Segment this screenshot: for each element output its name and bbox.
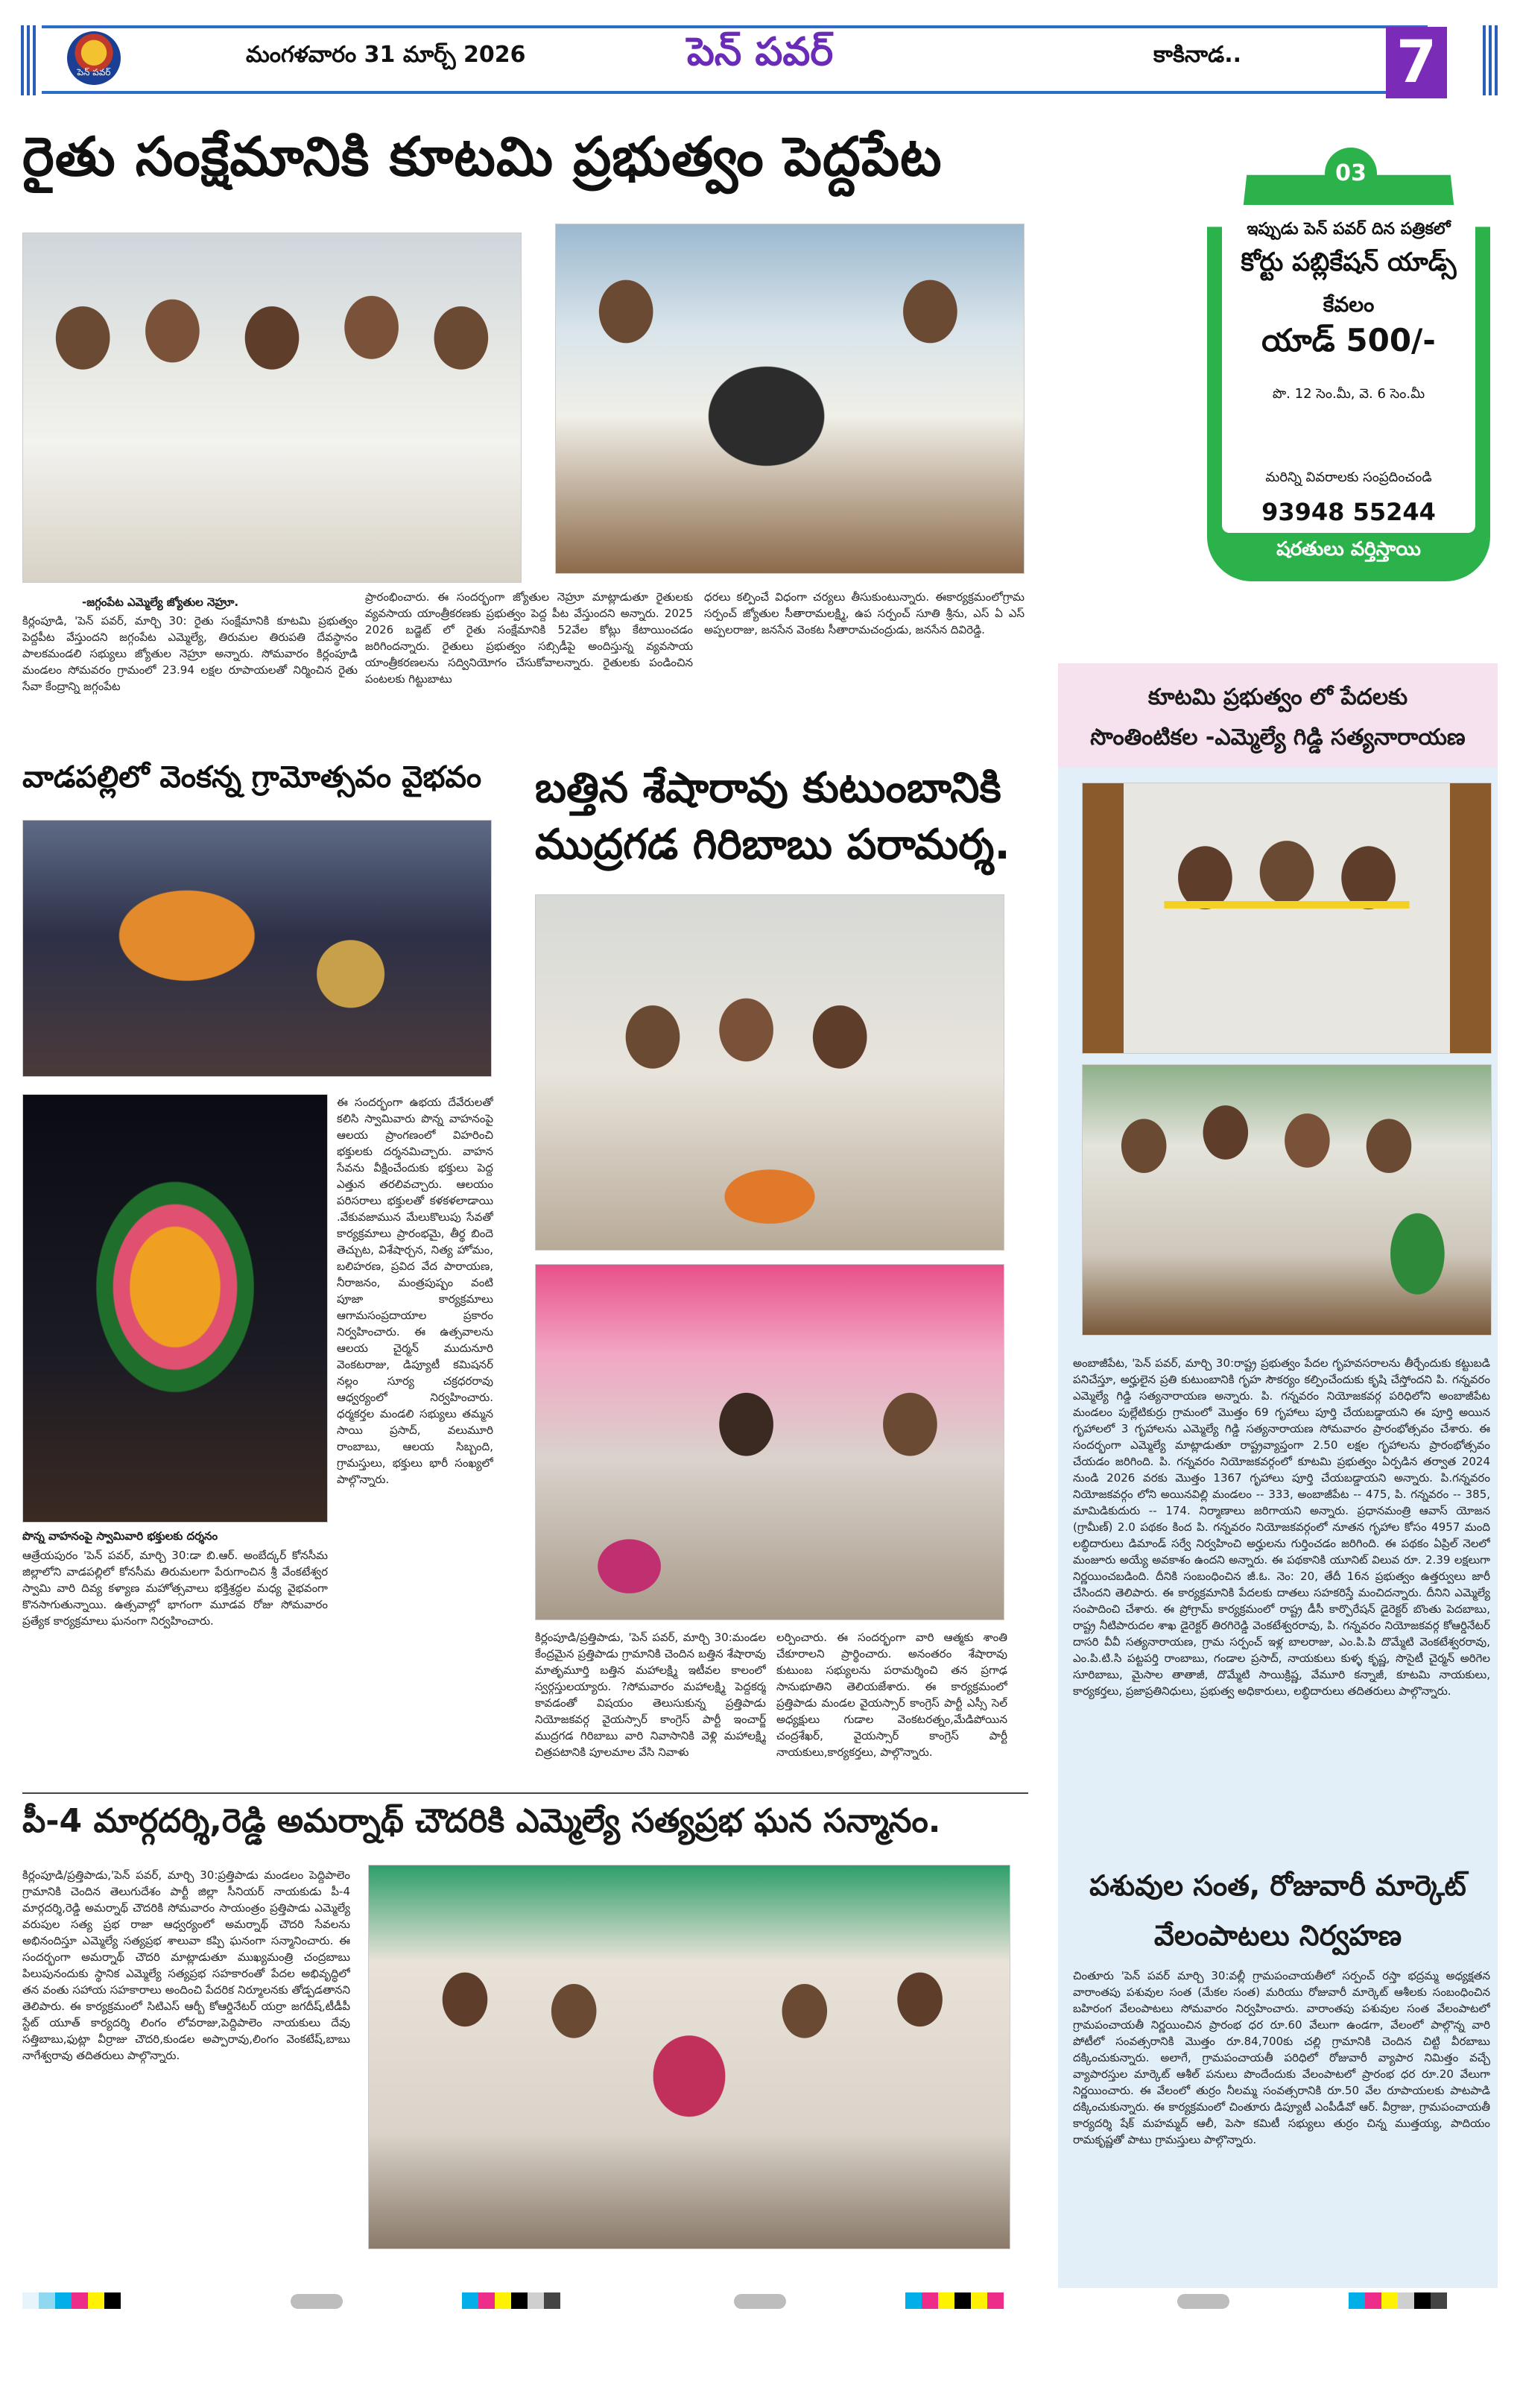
story3-photo-tribute bbox=[535, 1264, 1004, 1620]
registration-pill-1 bbox=[291, 2294, 343, 2309]
story4-headline-line1: కూటమి ప్రభుత్వం లో పేదలకు bbox=[1147, 684, 1408, 710]
ad-size: పొ. 12 సెం.మీ, వె. 6 సెం.మీ bbox=[1272, 386, 1425, 402]
story1-photo-inauguration bbox=[22, 233, 522, 583]
ad-number-badge: 03 bbox=[1325, 148, 1377, 200]
page-number: 7 bbox=[1386, 27, 1447, 98]
color-registration-bar-3 bbox=[905, 2292, 1004, 2309]
story5-headline-line2: వేలంపాటలు నిర్వహణ bbox=[1153, 1919, 1402, 1952]
story4-photo-beneficiaries bbox=[1082, 1064, 1492, 1336]
story6-photo-felicitation bbox=[368, 1865, 1010, 2249]
story3-headline-line2: ముద్రగడ గిరిబాబు పరామర్శ. bbox=[535, 821, 1010, 869]
ad-phone: 93948 55244 bbox=[1261, 498, 1436, 526]
story4-headline-line2: సొంతింటికల -ఎమ్మెల్యే గిడ్డి సత్యనారాయణ bbox=[1090, 724, 1466, 750]
registration-pill-2 bbox=[734, 2294, 786, 2309]
edition-city: కాకినాడ.. bbox=[1153, 42, 1242, 68]
story6-body: కిర్లంపూడి/ప్రత్తిపాడు,'పెన్ పవర్, మార్చి 30:ప్రత్తిపాడు మండలం పెద్దిపాలెం గ్రామానికి చెందిన తెలుగుదేశం పార్టీ జిల్లా సీనియర్ నాయకుడు పీ-4 మార్గదర్శి,రెడ్డి అమర్నాథ్ చౌదరికి సోమవారం సాయంత్రం ప్రత్తిపాడు ఎమ్మెల్యే వరుపుల సత్య ప్రభ రాజా ఆధ్వర్యంలో అమర్నాథ్ చౌదరి సేవలను అభినందిస్తూ ఎమ్మెల్యే సత్యప్రభ శాలువా కప్పి ఘనంగా సన్మానించారు. ఈ సందర్భంగా అమర్నాథ్ చౌదరి మాట్లాడుతూ ముఖ్యమంత్రి చంద్రబాబు పిలుపునందుకు స్థానిక ఎమ్మెల్యే సత్యప్రభ సహకారంతో పేదల అభివృద్ధిలో తన వంతు సహాయ సహకారాలు అందించి పేదరిక నిర్మూలనకు తోడ్పడతానని తెలిపారు. ఈ కార్యక్రమంలో సిటిఎస్ ఆర్బీ కోఆర్డినేటర్ యర్రా జగదీష్,టీడీపీ స్టేట్ యూత్ కార్యదర్శి లింగం లోవరాజు,పెద్దిపాలెం నాయకులు దేవు సత్తిబాబు,ఫుట్లా వీర్రాజు చౌదరి,కుండల అప్పారావు,లింగం వెంకటేష్,బాబు నాగేశ్వరావు తదితరులు పాల్గొన్నారు. bbox=[22, 1868, 350, 2062]
color-registration-bar-1 bbox=[22, 2292, 121, 2309]
story3-body-col1: కిర్లంపూడి/ప్రత్తిపాడు, 'పెన్ పవర్, మార్చి 30:మండల కేంద్రమైన ప్రత్తిపాడు గ్రామానికి చెందిన బత్తిన శేషారావు మాతృమూర్తి బత్తిన మహాలక్ష్మి ఇటీవల కాలంలో స్వర్గస్తులయ్యారు. ?సోమవారం మహాలక్ష్మి పెద్దకర్మ కావడంతో విషయం తెలుసుకున్న ప్రత్తిపాడు నియోజకవర్గ వైయస్సార్ కాంగ్రెస్ పార్టీ ఇంచార్జ్ ముద్రగడ గిరిబాబు వారి నివాసానికి వెళ్లి మహాలక్ష్మి చిత్రపటానికి పూలమాల వేసి నివాళు bbox=[535, 1631, 766, 1759]
story2-body-main: ఆత్రేయపురం 'పెన్ పవర్, మార్చి 30:డా బి.ఆర్. అంబేద్కర్ కోనసీమ జిల్లాలోని వాడపల్లిలో కోనసీమ తిరుమలగా పేరుగాంచిన శ్రీ వేంకటేశ్వర స్వామి వారి దివ్య కళ్యాణ మహోత్సవాలు భక్తిశ్రద్ధల మధ్య వైభవంగా కొనసాగుతున్నాయి. ఉత్సవాల్లో భాగంగా మూడవ రోజు సోమవారం ప్రత్యేక కార్యక్రమాలు ఘనంగా నిర్వహించారు. bbox=[22, 1549, 328, 1628]
header-top-rule bbox=[42, 25, 1428, 28]
registration-stripes-right bbox=[1483, 25, 1499, 95]
color-registration-bar-2 bbox=[462, 2292, 560, 2309]
ad-price: యాడ్ 500/- bbox=[1261, 322, 1436, 358]
ad-line1: ఇప్పుడు పెన్ పవర్ దిన పత్రికలో bbox=[1247, 220, 1451, 238]
story2-body-side: ఈ సందర్భంగా ఉభయ దేవేరులతో కలిసి స్వామివారు పొన్న వాహనంపై ఆలయ ప్రాంగణంలో విహరించి భక్తులకు దర్శనమిచ్చారు. వాహన సేవను వీక్షించేందుకు భక్తులు పెద్ద ఎత్తున తరలివచ్చారు. ఆలయం పరిసరాలు భక్తులతో కళకళలాడాయి .వేకువజామున మేలుకొలుపు సేవతో కార్యక్రమాలు ప్రారంభమై, తీర్థ బిందె తెచ్చుట, విశేషార్చన, నిత్య హోమం, బలిహరణ, ప్రవిద వేద పారాయణ, నీరాజనం, మంత్రపుష్పం వంటి పూజా కార్యక్రమాలు ఆగామసంప్రదాయాల ప్రకారం నిర్వహించారు. ఈ ఉత్సవాలను ఆలయ చైర్మన్ ముదునూరి వెంకటరాజు, డిప్యూటీ కమిషనర్ నల్లం సూర్య చక్రధరరావు ఆధ్వర్యంలో నిర్వహించారు. ధర్మకర్తల మండలి సభ్యులు తమ్మన సాయి ప్రసాద్, వలుమూరి రాంబాబు, ఆలయ సిబ్బంది, గ్రామస్తులు, భక్తులు భారీ సంఖ్యలో పాల్గొన్నారు. bbox=[337, 1096, 493, 1486]
story1-body-col2: ప్రారంభించారు. ఈ సందర్భంగా జ్యోతుల నెహ్రూ మాట్లాడుతూ రైతులకు వ్యవసాయ యాంత్రీకరణకు ప్రభుత్వం పెద్ద పీట వేస్తుందని అన్నారు. 2025 2026 బడ్జెట్ లో రైతు సంక్షేమానికి 52వేల కోట్లు కేటాయించడం జరిగిందన్నారు. రైతులు ప్రభుత్వం సబ్సిడీపై అందిస్తున్న వ్యవసాయ యాంత్రీకరణలను సద్వినియోగం చేసుకోవాలన్నారు. రైతులకు పండించిన పంటలకు గిట్టుబాటు bbox=[365, 590, 693, 686]
story2-photo-procession bbox=[22, 820, 492, 1077]
ad-terms: షరతులు వర్తిస్తాయి bbox=[1276, 538, 1421, 560]
section-divider bbox=[22, 1792, 1028, 1794]
story6-headline: పీ-4 మార్గదర్శి,రెడ్డి అమర్నాథ్ చౌదరికి ఎమ్మెల్యే సత్యప్రభ ఘన సన్మానం. bbox=[22, 1802, 941, 1840]
ad-contact-note: మరిన్ని వివరాలకు సంప్రదించండి bbox=[1265, 470, 1432, 485]
story2-headline: వాడపల్లిలో వెంకన్న గ్రామోత్సవం వైభవం bbox=[22, 760, 482, 794]
story1-caption: -జగ్గంపేట ఎమ్మెల్యే జ్యోతుల నెహ్రూ. bbox=[82, 595, 239, 609]
story5-headline-line1: పశువుల సంత, రోజువారీ మార్కెట్ bbox=[1089, 1869, 1466, 1902]
story4-photo-ribbon-cutting bbox=[1082, 783, 1492, 1054]
story3-photo-meeting bbox=[535, 894, 1004, 1251]
story5-body: చింతూరు 'పెన్ పవర్ మార్చి 30:వల్లీ గ్రామపంచాయతీలో సర్పంచ్ రస్తా భద్రమ్మ అధ్యక్షతన వారాంతపు పశువుల సంత (మేకల సంత) మరియు రోజువారీ మార్కెట్ ఆశీలకు సంబంధించిన బహిరంగ వేలంపాటలు సోమవారం నిర్వహించారు. వారాంతపు పశువుల సంత వేలంపాటలో గ్రామపంచాయతీ నిర్ణయించిన ప్రారంభ ధర రూ.60 వేలుగా ఉండగా, వేలంలో పాల్గొన్న వారి పోటీలో సంవత్సరానికి మొత్తం రూ.84,700కు చల్లి గ్రామానికి చెందిన చిట్టి వీరబాబు దక్కించుకున్నారు. అలాగే, గ్రామపంచాయతీ పరిధిలో రోజువారీ వ్యాపార నిమిత్తం వచ్చే వ్యాపారస్తుల మార్కెట్ ఆశీల్ పనులు పొందేందుకు వేలంపాటలో ప్రారంభ ధర రూ.20 వేలుగా నిర్ణయించారు. ఈ వేలంలో తుర్రం నీలమ్మ సంవత్సరానికి రూ.50 వేల రూపాయలకు పాటపాడి దక్కించుకున్నారు. ఈ కార్యక్రమంలో చింతూరు డిప్యూటీ ఎంపీడీవో ఆర్. వీర్రాజు, గ్రామపంచాయతీ కార్యదర్శి షేక్ మహమ్మద్ ఆలీ, పెసా కమిటీ సభ్యులు తుర్రం చిన్న ముత్తయ్య, పాదియం రామకృష్ణతో పాటు గ్రామస్తులు పాల్గొన్నారు. bbox=[1073, 1969, 1490, 2146]
story1-headline: రైతు సంక్షేమానికి కూటమి ప్రభుత్వం పెద్దపేట bbox=[22, 125, 943, 188]
story3-body-col2: లర్పించారు. ఈ సందర్భంగా వారి ఆత్మకు శాంతి చేకూరాలని ప్రార్థించారు. అనంతరం శేషారావు కుటుంబ సభ్యులను పరామర్శించి తన ప్రగాఢ సానుభూతిని తెలియజేశారు. ఈ కార్యక్రమంలో ప్రత్తిపాడు మండల వైయస్సార్ కాంగ్రెస్ పార్టీ ఎస్సీ సెల్ అధ్యక్షులు గుడాల వెంకటరత్నం,మేడిపోయిన చంద్రశేఖర్, వైయస్సార్ కాంగ్రెస్ పార్టీ నాయకులు,కార్యకర్తలు, పాల్గొన్నారు. bbox=[776, 1631, 1007, 1759]
story1-body-col3: ధరలు కల్పించే విధంగా చర్యలు తీసుకుంటున్నారు. ఈకార్యక్రమంలోగ్రామ సర్పంచ్ జ్యోతుల సీతారామలక్ష్మి, ఉప సర్పంచ్ సూతి శ్రీను, ఎస్ ఏ ఎస్ అప్పలరాజు, జనసేన వెంకట సీతారామచంద్రుడు, జనసేన దివిరెడ్డి. bbox=[704, 590, 1025, 636]
story4-body: అంబాజీపేట, 'పెన్ పవర్, మార్చి 30:రాష్ట్ర ప్రభుత్వం పేదల గృహవసరాలను తీర్చేందుకు కట్టుబడి పనిచేస్తూ, అర్హులైన ప్రతి కుటుంబానికి గృహ సౌకర్యం కల్పించేందుకు కృషి చేస్తోందని పి. గన్నవరం ఎమ్మెల్యే గిడ్డి సత్యనారాయణ అన్నారు. పి. గన్నవరం నియోజకవర్గ పరిధిలోని అంబాజీపేట మండలం పుల్లేటికుర్రు గ్రామంలో మొత్తం 69 గృహాలు పూర్తి చేయబడ్డాయని ఈ పూర్తి అయిన గృహాలలో 3 గృహాలను ఎమ్మెల్యే గిడ్డి సత్యనారాయణ సోమవారం ప్రారంభోత్సవం చేశారు. ఈ సందర్భంగా ఎమ్మెల్యే మాట్లాడుతూ రాష్ట్రవ్యాప్తంగా 2.50 లక్షల గృహాలను ప్రారంభోత్సవం చేయడం జరిగింది. పి. గన్నవరం నియోజకవర్గంలో కూటమి ప్రభుత్వం ఏర్పడిన తర్వాత 2024 నుండి 2026 వరకు మొత్తం 1367 గృహాలు పూర్తి చేయబడ్డాయని అన్నారు. పి.గన్నవరం నియోజకవర్గం లోని అయినవిల్లి మండలం -- 333, అంబాజీపేట -- 475, పి. గన్నవరం -- 385, మామిడికుదురు -- 174. నిర్మాణాలు జరిగాయని అన్నారు. ప్రధానమంత్రి ఆవాస్ యోజన (గ్రామీణ్) 2.0 పథకం కింద పి. గన్నవరం నియోజకవర్గంలో నూతన గృహాల కోసం 4957 మంది లబ్ధిదారులు డిమాండ్ సర్వే నిర్వహించి అర్హులను గుర్తించడం జరిగింది. ఈ పథకం ఏప్రిల్ నెలలో మంజూరు అయ్యే అవకాశం ఉందని అన్నారు. ఈ పథకానికి యూనిట్ విలువ రూ. 2.39 లక్షలుగా నిర్ణయించబడింది. దీనికి సంబంధించిన జీ.ఓ. నెం: 20, తేదీ 16న ప్రభుత్వం ఉత్తర్వులు జారీ చేసిందని తెలిపారు. ఈ కార్యక్రమానికి పేదలకు దాతలు సహకరిస్తే మంచిదన్నారు. దీనిని ఎమ్మెల్యే సంపాదించి చేశారు. ఈ ప్రోగ్రామ్ కార్యక్రమంలో రాష్ట్ర డీసీ కార్పొరేషన్ డైరెక్టర్ బొంతు పెదబాబు, రాష్ట్ర నీటిపారుదల శాఖ డైరెక్టర్ తిరగిరెడ్డి వెంకటేశ్వరరావు, పి. గన్నవరం నియోజకవర్గ కోఆర్డినేటర్ దాసరి వీవీ సత్యనారాయణ, గ్రామ సర్పంచ్ ఇళ్ల బాలరాజు, ఎం.పి.పి దొమ్మేటి వెంకటేశ్వరరావు, ఎం.పి.టి.సి పట్టపర్తి రాంబాబు, గండాల ప్రసాద్, నాయకులు కుళ్ళ కృష్ణ, సొసైటీ చైర్మన్ అరిగెల సూరిబాబు, మైసాల తాతాజీ, దొమ్మేటి సాయిక్రిష్ణ, వేమూరి కన్నాజీ, కూటమి నాయకులు, కార్యకర్తలు, ప్రజాప్రతినిధులు, ప్రభుత్వ అధికారులు, లబ్ధిదారులు తదితరులు పాల్గొన్నారు. bbox=[1073, 1356, 1490, 1698]
story1-photo-tractor bbox=[555, 224, 1025, 574]
registration-pill-3 bbox=[1177, 2294, 1229, 2309]
header-bottom-rule bbox=[42, 91, 1428, 94]
story3-headline-line1: బత్తిన శేషారావు కుటుంబానికి bbox=[535, 764, 1001, 812]
story2-photo-chariot bbox=[22, 1094, 328, 1523]
edition-date: మంగళవారం 31 మార్చ్ 2026 bbox=[246, 42, 526, 68]
newspaper-logo: పెన్ పవర్ bbox=[67, 31, 121, 85]
registration-stripes-left bbox=[21, 25, 37, 95]
story2-caption: పొన్న వాహనంపై స్వామివారి భక్తులకు దర్శనం bbox=[22, 1529, 218, 1543]
color-registration-bar-4 bbox=[1349, 2292, 1447, 2309]
newspaper-name: పెన్ పవర్ bbox=[686, 30, 834, 75]
ad-line3: కేవలం bbox=[1323, 292, 1375, 317]
story1-body-col1: కిర్లంపూడి, 'పెన్ పవర్, మార్చి 30: రైతు సంక్షేమానికి కూటమి ప్రభుత్వం పెద్దపీట వేస్తుందని జగ్గంపేట ఎమ్మెల్యే, తిరుమల తిరుపతి దేవస్థానం పాలకమండలి సభ్యులు జ్యోతుల నెహ్రూ అన్నారు. సోమవారం కిర్లంపూడి మండలం సోమవరం గ్రామంలో 23.94 లక్షల రూపాయలతో నిర్మించిన రైతు సేవా కేంద్రాన్ని జగ్గంపేట bbox=[22, 614, 358, 693]
ad-line2: కోర్టు పబ్లికేషన్ యాడ్స్ bbox=[1241, 247, 1457, 277]
